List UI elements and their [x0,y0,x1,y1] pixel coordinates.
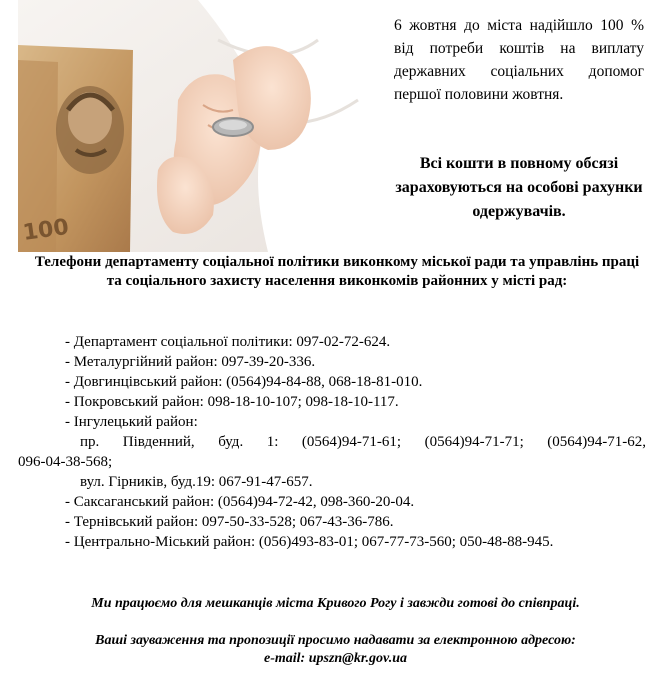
phone-subitem-hirnykiv: вул. Гірників, буд.19: 067-91-47-657. [80,474,313,490]
phone-item-department: - Департамент соціальної політики: 097-02-72-624. [65,334,391,350]
phone-item-dovhyntsivskyi: - Довгинцівський район: (0564)94-84-88, 068-18-81-010. [65,374,423,390]
banknote-value: 100 [21,214,71,246]
baby-with-money-photo [18,0,380,252]
footer-feedback-block [0,632,671,668]
footer-email[interactable]: e-mail: upszn@kr.gov.ua [264,651,407,666]
phone-item-tsentralno-miskyi: - Центрально-Міський район: (056)493-83-01; 067-77-73-560; 050-48-88-945. [65,534,554,550]
photo-illustration [18,0,380,252]
phone-item-ternivskyi: - Тернівський район: 097-50-33-528; 067-43-36-786. [65,514,394,530]
phone-subitem-pivdennyi: пр. Південний, буд. 1: (0564)94-71-61; (0564)94-71-71; (0564)94-71-62, [80,434,646,450]
phone-item-inhuletskyi: - Інгулецький район: [65,414,198,430]
footer-feedback-text: Ваші зауваження та пропозиції просимо надавати за електронною адресою: [95,633,576,648]
phone-item-saksahanskyi: - Саксаганський район: (0564)94-72-42, 098-360-20-04. [65,494,415,510]
intro-paragraph: 6 жовтня до міста надійшло 100 % від потреби коштів на виплату державних соціальних допомог першої половини жовтня. [394,17,644,103]
banknote [18,45,133,252]
phone-item-pokrovskyi: - Покровський район: 098-18-10-107; 098-18-10-117. [65,394,399,410]
phone-item-metalurhiinyi: - Металургійний район: 097-39-20-336. [65,354,316,370]
phones-list [18,332,646,552]
intro-bold-paragraph: Всі кошти в повному обсязі зараховуються на особові рахунки одержувачів. [395,155,643,220]
footer-cooperation-text: Ми працюємо для мешканців міста Кривого Рогу і завжди готові до співпраці. [91,596,580,611]
phone-subitem-pivdennyi-cont: 096-04-38-568; [18,454,113,470]
phones-heading: Телефони департаменту соціальної політики виконкому міської ради та управлінь праці та соціального захисту населення виконкомів районних у місті рад: [34,254,640,289]
